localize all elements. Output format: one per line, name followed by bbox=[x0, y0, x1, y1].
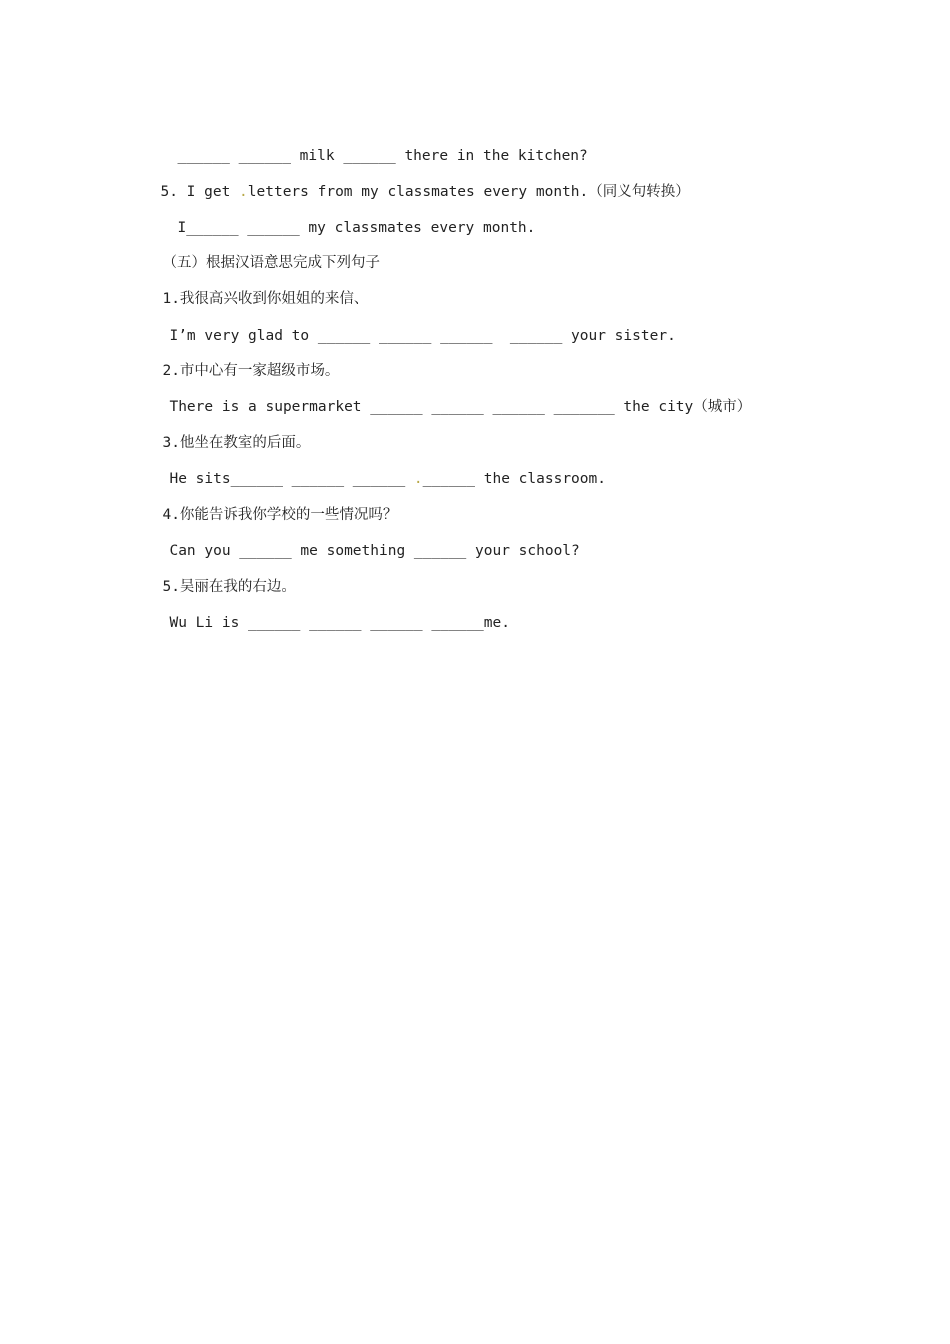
question-1-chinese bbox=[145, 269, 368, 309]
line-text: There is a supermarket ______ ______ ______ _______ the city（城市） bbox=[169, 399, 752, 415]
line-text: I______ ______ my classmates every month. bbox=[177, 220, 536, 236]
line-text: Wu Li is ______ ______ ______ ______me. bbox=[169, 615, 510, 631]
question-5-english bbox=[152, 593, 510, 633]
question-5-chinese bbox=[145, 557, 296, 597]
line-text: 5.吴丽在我的右边。 bbox=[162, 579, 296, 595]
question-1-english bbox=[152, 306, 676, 346]
line-text: 4.你能告诉我你学校的一些情况吗？ bbox=[162, 507, 398, 523]
exercise-5-answer-line bbox=[160, 198, 535, 238]
line-text: 2.市中心有一家超级市场。 bbox=[162, 363, 340, 379]
stray-mark: . bbox=[239, 184, 248, 200]
question-4-english bbox=[152, 521, 580, 561]
exercise-5-question bbox=[143, 162, 690, 202]
line-text-continued: ______ the classroom. bbox=[422, 471, 606, 487]
line-text: I’m very glad to ______ ______ ______ ______ your sister. bbox=[169, 328, 676, 344]
section-five-heading bbox=[145, 233, 380, 273]
line-text: Can you ______ me something ______ your school? bbox=[169, 543, 580, 559]
line-text: 3.他坐在教室的后面。 bbox=[162, 435, 311, 451]
question-4-chinese bbox=[145, 485, 397, 525]
question-3-chinese bbox=[145, 413, 310, 453]
question-2-chinese bbox=[145, 341, 339, 381]
line-text: ______ ______ milk ______ there in the kitchen? bbox=[177, 148, 588, 164]
line-text: 5. I get bbox=[160, 184, 240, 200]
stray-mark: . bbox=[413, 471, 423, 487]
line-text: 1.我很高兴收到你姐姐的来信、 bbox=[162, 291, 369, 307]
question-3-english bbox=[152, 449, 606, 489]
section-title: （五）根据汉语意思完成下列句子 bbox=[162, 255, 380, 271]
exercise-4-answer-line bbox=[160, 126, 588, 166]
line-text: He sits______ ______ ______ bbox=[169, 471, 414, 487]
line-text-continued: letters from my classmates every month.（同义句转换） bbox=[247, 184, 690, 200]
question-2-english bbox=[152, 377, 751, 417]
